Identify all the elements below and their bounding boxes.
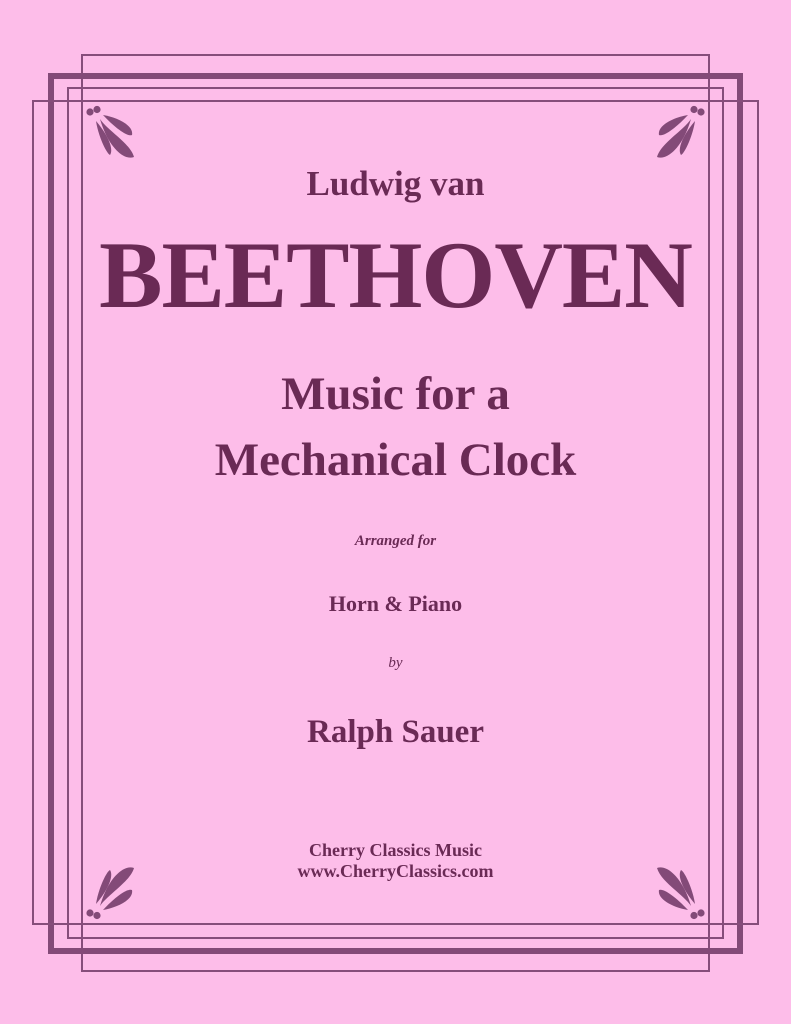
floral-leaf-icon xyxy=(645,103,705,163)
composer-first-name: Ludwig van xyxy=(306,164,485,203)
floral-leaf-icon-top-left xyxy=(86,103,146,163)
floral-leaf-icon xyxy=(86,103,146,163)
floral-leaf-icon-top-right xyxy=(645,103,705,163)
publisher-website: www.CherryClassics.com xyxy=(297,861,494,881)
publisher-name: Cherry Classics Music xyxy=(309,840,482,860)
instrumentation: Horn & Piano xyxy=(328,591,463,616)
arranged-for-label: Arranged for xyxy=(354,533,437,549)
title-line-2: Mechanical Clock xyxy=(214,434,577,486)
title-line-1: Music for a xyxy=(281,368,510,420)
composer-last-name: BEETHOVEN xyxy=(99,222,692,328)
arranger-name: Ralph Sauer xyxy=(307,714,484,750)
by-label: by xyxy=(388,655,403,671)
